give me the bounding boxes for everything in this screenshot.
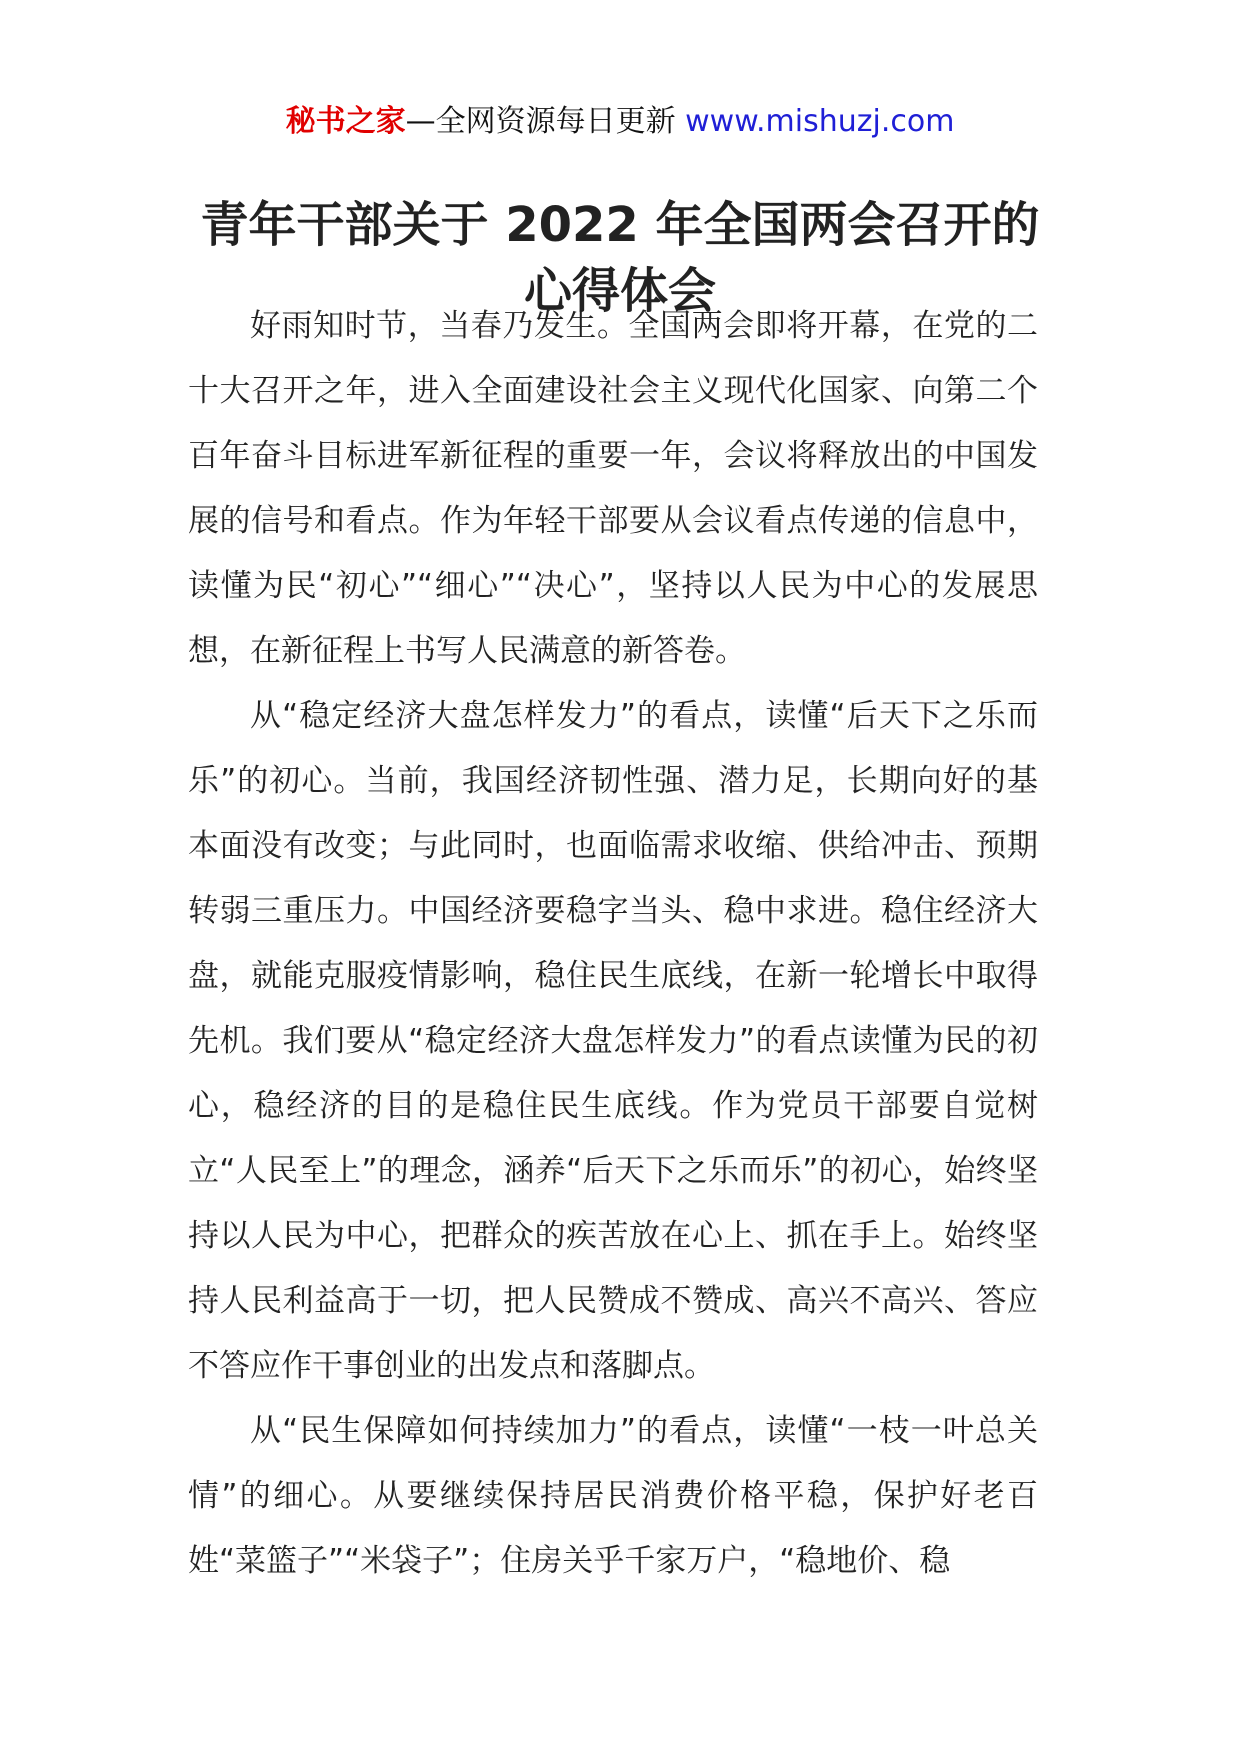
brand-name: 秘书之家 xyxy=(285,104,406,139)
paragraph-economy: 从“稳定经济大盘怎样发力”的看点，读懂“后天下之乐而乐”的初心。当前，我国经济韧性强、潜力足，长期向好的基本面没有改变；与此同时，也面临需求收缩、供给冲击、预期转弱三重压力。中国经济要稳字当头、稳中求进。稳住经济大盘，就能克服疫情影响，稳住民生底线，在新一轮增长中取得先机。我们要从“稳定经济大盘怎样发力”的看点读懂为民的初心，稳经济的目的是稳住民生底线。作为党员干部要自觉树立“人民至上”的理念，涵养“后天下之乐而乐”的初心，始终坚持以人民为中心，把群众的疾苦放在心上、抓在手上。始终坚持人民利益高于一切，把人民赞成不赞成、高兴不高兴、答应不答应作干事创业的出发点和落脚点。 xyxy=(188,698,1038,1384)
paragraph-livelihood: 从“民生保障如何持续加力”的看点，读懂“一枝一叶总关情”的细心。从要继续保持居民消费价格平稳，保护好老百姓“菜篮子”“米袋子”；住房关乎千家万户，“稳地价、稳 xyxy=(188,1413,1038,1579)
paragraph-intro: 好雨知时节，当春乃发生。全国两会即将开幕，在党的二十大召开之年，进入全面建设社会主义现代化国家、向第二个百年奋斗目标进军新征程的重要一年，会议将释放出的中国发展的信号和看点。作为年轻干部要从会议看点传递的信息中，读懂为民“初心”“细心”“决心”，坚持以人民为中心的发展思想，在新征程上书写人民满意的新答卷。 xyxy=(188,308,1038,669)
site-url-link[interactable]: www.mishuzj.com xyxy=(685,104,955,139)
title-line-2: 心得体会 xyxy=(523,263,716,320)
document-body xyxy=(188,294,1038,1594)
title-line-1: 青年干部关于 2022 年全国两会召开的 xyxy=(200,197,1040,254)
site-header xyxy=(0,100,1240,144)
header-tagline: —全网资源每日更新 xyxy=(405,104,676,139)
